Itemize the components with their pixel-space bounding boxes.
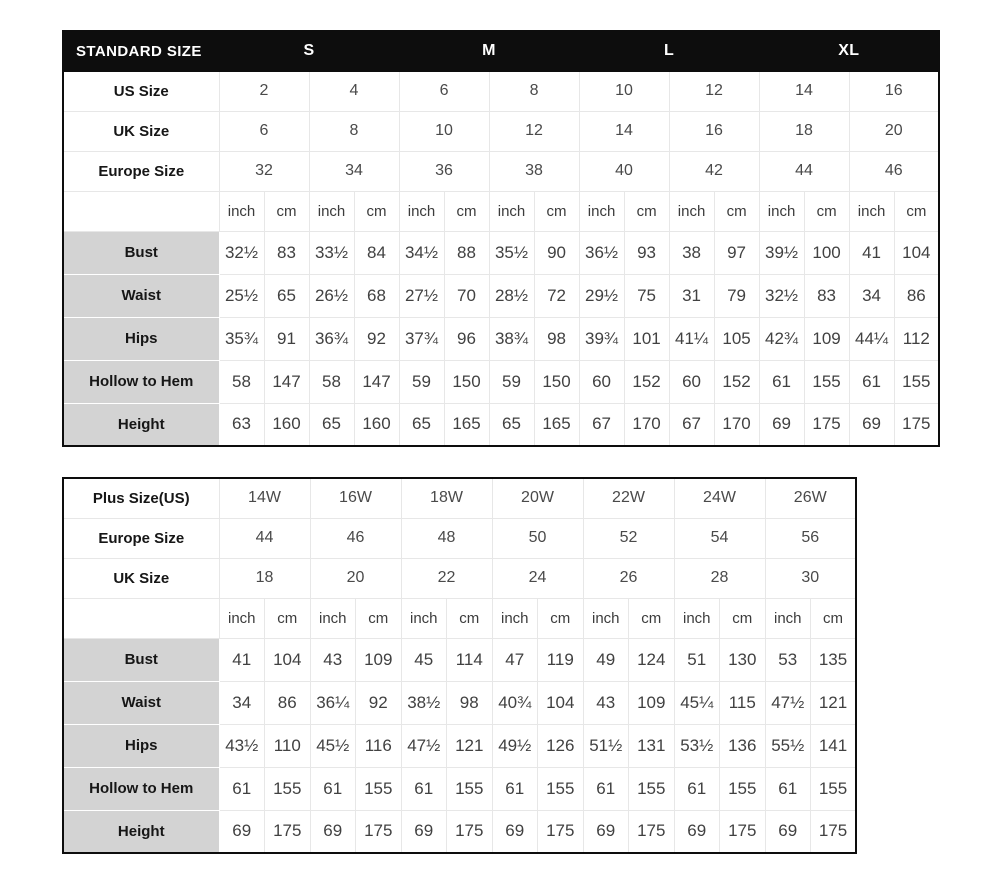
plus-size-table-wrapper: [62, 477, 857, 854]
measurement-label: Hollow to Hem: [63, 360, 219, 403]
measurement-value-cell: 100: [804, 231, 849, 274]
unit-cell: inch: [399, 191, 444, 231]
measurement-value-cell: 36¼: [310, 681, 356, 724]
measurement-row: [63, 724, 856, 767]
measurement-value-cell: 126: [538, 724, 584, 767]
size-value-cell: 4: [309, 71, 399, 111]
measurement-value-cell: 61: [401, 767, 447, 810]
size-value-cell: 36: [399, 151, 489, 191]
measurement-value-cell: 98: [534, 317, 579, 360]
measurement-value-cell: 98: [447, 681, 493, 724]
size-group-cell: XL: [759, 31, 939, 71]
measurement-value-cell: 38½: [401, 681, 447, 724]
unit-row-label: [63, 598, 219, 638]
unit-cell: cm: [624, 191, 669, 231]
measurement-value-cell: 175: [538, 810, 584, 853]
measurement-value-cell: 110: [265, 724, 311, 767]
size-conversion-row: [63, 111, 939, 151]
unit-cell: inch: [489, 191, 534, 231]
measurement-value-cell: 41: [219, 638, 265, 681]
measurement-value-cell: 91: [264, 317, 309, 360]
size-conversion-row: [63, 518, 856, 558]
size-conversion-row: [63, 558, 856, 598]
measurement-value-cell: 170: [624, 403, 669, 446]
measurement-value-cell: 67: [579, 403, 624, 446]
measurement-value-cell: 116: [356, 724, 402, 767]
measurement-value-cell: 35¾: [219, 317, 264, 360]
measurement-value-cell: 97: [714, 231, 759, 274]
measurement-value-cell: 175: [265, 810, 311, 853]
size-value-cell: 40: [579, 151, 669, 191]
size-value-cell: 50: [492, 518, 583, 558]
measurement-value-cell: 43: [583, 681, 629, 724]
unit-row: [63, 598, 856, 638]
measurement-row: [63, 403, 939, 446]
measurement-value-cell: 165: [534, 403, 579, 446]
size-value-cell: 14: [759, 71, 849, 111]
row-label: Europe Size: [63, 151, 219, 191]
measurement-value-cell: 155: [265, 767, 311, 810]
measurement-value-cell: 150: [444, 360, 489, 403]
measurement-value-cell: 88: [444, 231, 489, 274]
row-label: Plus Size(US): [63, 478, 219, 518]
measurement-value-cell: 69: [310, 810, 356, 853]
measurement-label: Height: [63, 810, 219, 853]
size-value-cell: 10: [579, 71, 669, 111]
measurement-row: [63, 767, 856, 810]
measurement-value-cell: 58: [219, 360, 264, 403]
measurement-value-cell: 59: [399, 360, 444, 403]
unit-cell: inch: [579, 191, 624, 231]
measurement-value-cell: 47: [492, 638, 538, 681]
unit-cell: cm: [629, 598, 675, 638]
measurement-value-cell: 175: [629, 810, 675, 853]
unit-cell: inch: [759, 191, 804, 231]
size-value-cell: 20W: [492, 478, 583, 518]
measurement-value-cell: 175: [804, 403, 849, 446]
plus-size-table: [62, 477, 857, 854]
measurement-value-cell: 61: [759, 360, 804, 403]
size-value-cell: 32: [219, 151, 309, 191]
measurement-value-cell: 121: [447, 724, 493, 767]
measurement-value-cell: 51: [674, 638, 720, 681]
measurement-value-cell: 47½: [765, 681, 811, 724]
measurement-value-cell: 51½: [583, 724, 629, 767]
size-value-cell: 42: [669, 151, 759, 191]
measurement-value-cell: 131: [629, 724, 675, 767]
measurement-label: Hollow to Hem: [63, 767, 219, 810]
measurement-value-cell: 160: [264, 403, 309, 446]
measurement-value-cell: 61: [765, 767, 811, 810]
measurement-value-cell: 175: [811, 810, 857, 853]
measurement-value-cell: 42¾: [759, 317, 804, 360]
measurement-value-cell: 84: [354, 231, 399, 274]
measurement-value-cell: 86: [894, 274, 939, 317]
measurement-value-cell: 69: [849, 403, 894, 446]
measurement-value-cell: 141: [811, 724, 857, 767]
unit-row: [63, 191, 939, 231]
measurement-value-cell: 36¾: [309, 317, 354, 360]
measurement-value-cell: 150: [534, 360, 579, 403]
measurement-value-cell: 175: [894, 403, 939, 446]
measurement-value-cell: 155: [894, 360, 939, 403]
measurement-value-cell: 147: [354, 360, 399, 403]
size-value-cell: 28: [674, 558, 765, 598]
size-group-cell: S: [219, 31, 399, 71]
unit-cell: cm: [720, 598, 766, 638]
measurement-value-cell: 53½: [674, 724, 720, 767]
measurement-value-cell: 165: [444, 403, 489, 446]
measurement-value-cell: 119: [538, 638, 584, 681]
unit-cell: inch: [669, 191, 714, 231]
measurement-value-cell: 25½: [219, 274, 264, 317]
unit-cell: cm: [811, 598, 857, 638]
measurement-value-cell: 65: [309, 403, 354, 446]
measurement-value-cell: 58: [309, 360, 354, 403]
measurement-value-cell: 101: [624, 317, 669, 360]
measurement-label: Height: [63, 403, 219, 446]
measurement-value-cell: 27½: [399, 274, 444, 317]
size-value-cell: 20: [849, 111, 939, 151]
measurement-value-cell: 55½: [765, 724, 811, 767]
size-value-cell: 44: [759, 151, 849, 191]
size-value-cell: 48: [401, 518, 492, 558]
row-label: UK Size: [63, 558, 219, 598]
measurement-value-cell: 83: [264, 231, 309, 274]
measurement-value-cell: 61: [849, 360, 894, 403]
measurement-value-cell: 104: [894, 231, 939, 274]
measurement-value-cell: 41¼: [669, 317, 714, 360]
measurement-value-cell: 152: [714, 360, 759, 403]
measurement-value-cell: 61: [310, 767, 356, 810]
measurement-value-cell: 61: [219, 767, 265, 810]
measurement-value-cell: 69: [401, 810, 447, 853]
size-value-cell: 8: [489, 71, 579, 111]
measurement-value-cell: 38¾: [489, 317, 534, 360]
size-value-cell: 46: [310, 518, 401, 558]
size-value-cell: 30: [765, 558, 856, 598]
measurement-label: Hips: [63, 317, 219, 360]
unit-cell: inch: [309, 191, 354, 231]
measurement-value-cell: 175: [356, 810, 402, 853]
measurement-value-cell: 33½: [309, 231, 354, 274]
unit-row-label: [63, 191, 219, 231]
measurement-value-cell: 65: [489, 403, 534, 446]
size-conversion-row: [63, 478, 856, 518]
unit-cell: cm: [534, 191, 579, 231]
measurement-value-cell: 175: [720, 810, 766, 853]
measurement-value-cell: 47½: [401, 724, 447, 767]
measurement-value-cell: 43½: [219, 724, 265, 767]
measurement-value-cell: 105: [714, 317, 759, 360]
measurement-value-cell: 155: [629, 767, 675, 810]
size-conversion-row: [63, 151, 939, 191]
measurement-value-cell: 35½: [489, 231, 534, 274]
unit-cell: cm: [354, 191, 399, 231]
size-value-cell: 26W: [765, 478, 856, 518]
measurement-value-cell: 32½: [219, 231, 264, 274]
measurement-value-cell: 39½: [759, 231, 804, 274]
size-value-cell: 56: [765, 518, 856, 558]
measurement-value-cell: 147: [264, 360, 309, 403]
measurement-value-cell: 67: [669, 403, 714, 446]
measurement-value-cell: 41: [849, 231, 894, 274]
standard-size-table-wrapper: [62, 30, 940, 447]
measurement-value-cell: 38: [669, 231, 714, 274]
size-value-cell: 18: [759, 111, 849, 151]
measurement-value-cell: 104: [265, 638, 311, 681]
measurement-value-cell: 155: [356, 767, 402, 810]
measurement-label: Hips: [63, 724, 219, 767]
measurement-value-cell: 69: [674, 810, 720, 853]
group-header-row: [63, 31, 939, 71]
row-label: US Size: [63, 71, 219, 111]
measurement-value-cell: 104: [538, 681, 584, 724]
measurement-label: Waist: [63, 274, 219, 317]
size-value-cell: 24: [492, 558, 583, 598]
measurement-value-cell: 40¾: [492, 681, 538, 724]
size-value-cell: 22W: [583, 478, 674, 518]
measurement-value-cell: 69: [219, 810, 265, 853]
standard-size-table-body: [63, 31, 939, 446]
measurement-value-cell: 79: [714, 274, 759, 317]
plus-size-table-body: [63, 478, 856, 853]
standard-size-table: [62, 30, 940, 447]
measurement-value-cell: 69: [583, 810, 629, 853]
measurement-row: [63, 360, 939, 403]
size-value-cell: 16: [669, 111, 759, 151]
size-value-cell: 44: [219, 518, 310, 558]
measurement-value-cell: 160: [354, 403, 399, 446]
measurement-value-cell: 72: [534, 274, 579, 317]
measurement-value-cell: 29½: [579, 274, 624, 317]
measurement-value-cell: 152: [624, 360, 669, 403]
measurement-row: [63, 681, 856, 724]
unit-cell: cm: [264, 191, 309, 231]
size-value-cell: 10: [399, 111, 489, 151]
unit-cell: cm: [356, 598, 402, 638]
size-value-cell: 26: [583, 558, 674, 598]
measurement-row: [63, 638, 856, 681]
table-title-cell: STANDARD SIZE: [63, 31, 219, 71]
unit-cell: cm: [444, 191, 489, 231]
unit-cell: inch: [765, 598, 811, 638]
measurement-value-cell: 53: [765, 638, 811, 681]
measurement-label: Bust: [63, 231, 219, 274]
unit-cell: cm: [894, 191, 939, 231]
size-group-cell: L: [579, 31, 759, 71]
unit-cell: inch: [849, 191, 894, 231]
measurement-value-cell: 61: [674, 767, 720, 810]
measurement-value-cell: 45: [401, 638, 447, 681]
measurement-value-cell: 155: [811, 767, 857, 810]
measurement-value-cell: 49½: [492, 724, 538, 767]
row-label: UK Size: [63, 111, 219, 151]
measurement-value-cell: 65: [264, 274, 309, 317]
measurement-value-cell: 170: [714, 403, 759, 446]
measurement-label: Waist: [63, 681, 219, 724]
measurement-value-cell: 155: [720, 767, 766, 810]
unit-cell: inch: [310, 598, 356, 638]
unit-cell: inch: [219, 598, 265, 638]
measurement-value-cell: 112: [894, 317, 939, 360]
measurement-value-cell: 155: [804, 360, 849, 403]
measurement-value-cell: 93: [624, 231, 669, 274]
unit-cell: cm: [265, 598, 311, 638]
unit-cell: inch: [583, 598, 629, 638]
measurement-value-cell: 49: [583, 638, 629, 681]
size-value-cell: 52: [583, 518, 674, 558]
measurement-value-cell: 155: [538, 767, 584, 810]
unit-cell: inch: [401, 598, 447, 638]
measurement-value-cell: 114: [447, 638, 493, 681]
size-value-cell: 22: [401, 558, 492, 598]
measurement-value-cell: 109: [629, 681, 675, 724]
measurement-value-cell: 61: [492, 767, 538, 810]
size-value-cell: 12: [669, 71, 759, 111]
measurement-row: [63, 810, 856, 853]
measurement-value-cell: 60: [669, 360, 714, 403]
measurement-value-cell: 75: [624, 274, 669, 317]
measurement-value-cell: 44¼: [849, 317, 894, 360]
measurement-value-cell: 60: [579, 360, 624, 403]
size-value-cell: 6: [219, 111, 309, 151]
measurement-value-cell: 121: [811, 681, 857, 724]
measurement-value-cell: 45¼: [674, 681, 720, 724]
unit-cell: cm: [447, 598, 493, 638]
measurement-value-cell: 43: [310, 638, 356, 681]
measurement-value-cell: 28½: [489, 274, 534, 317]
unit-cell: inch: [219, 191, 264, 231]
size-value-cell: 16: [849, 71, 939, 111]
measurement-value-cell: 135: [811, 638, 857, 681]
measurement-value-cell: 26½: [309, 274, 354, 317]
unit-cell: cm: [714, 191, 759, 231]
measurement-value-cell: 34: [849, 274, 894, 317]
unit-cell: cm: [538, 598, 584, 638]
measurement-value-cell: 69: [492, 810, 538, 853]
size-value-cell: 16W: [310, 478, 401, 518]
measurement-value-cell: 130: [720, 638, 766, 681]
measurement-value-cell: 124: [629, 638, 675, 681]
measurement-value-cell: 70: [444, 274, 489, 317]
measurement-value-cell: 96: [444, 317, 489, 360]
size-value-cell: 6: [399, 71, 489, 111]
size-group-cell: M: [399, 31, 579, 71]
measurement-value-cell: 69: [759, 403, 804, 446]
measurement-value-cell: 155: [447, 767, 493, 810]
measurement-value-cell: 34: [219, 681, 265, 724]
measurement-value-cell: 59: [489, 360, 534, 403]
size-value-cell: 20: [310, 558, 401, 598]
size-value-cell: 38: [489, 151, 579, 191]
size-value-cell: 14: [579, 111, 669, 151]
measurement-value-cell: 39¾: [579, 317, 624, 360]
measurement-value-cell: 136: [720, 724, 766, 767]
measurement-value-cell: 32½: [759, 274, 804, 317]
unit-cell: inch: [674, 598, 720, 638]
measurement-value-cell: 92: [354, 317, 399, 360]
measurement-row: [63, 231, 939, 274]
measurement-value-cell: 36½: [579, 231, 624, 274]
measurement-value-cell: 109: [356, 638, 402, 681]
measurement-value-cell: 34½: [399, 231, 444, 274]
measurement-value-cell: 92: [356, 681, 402, 724]
size-value-cell: 24W: [674, 478, 765, 518]
measurement-value-cell: 37¾: [399, 317, 444, 360]
size-conversion-row: [63, 71, 939, 111]
row-label: Europe Size: [63, 518, 219, 558]
size-value-cell: 34: [309, 151, 399, 191]
size-value-cell: 14W: [219, 478, 310, 518]
measurement-value-cell: 175: [447, 810, 493, 853]
size-value-cell: 12: [489, 111, 579, 151]
measurement-value-cell: 109: [804, 317, 849, 360]
size-value-cell: 2: [219, 71, 309, 111]
measurement-value-cell: 115: [720, 681, 766, 724]
measurement-row: [63, 274, 939, 317]
size-value-cell: 8: [309, 111, 399, 151]
measurement-value-cell: 31: [669, 274, 714, 317]
measurement-value-cell: 68: [354, 274, 399, 317]
size-value-cell: 46: [849, 151, 939, 191]
size-value-cell: 18W: [401, 478, 492, 518]
size-value-cell: 54: [674, 518, 765, 558]
measurement-value-cell: 69: [765, 810, 811, 853]
measurement-value-cell: 61: [583, 767, 629, 810]
measurement-value-cell: 86: [265, 681, 311, 724]
measurement-value-cell: 90: [534, 231, 579, 274]
measurement-value-cell: 63: [219, 403, 264, 446]
unit-cell: cm: [804, 191, 849, 231]
measurement-value-cell: 65: [399, 403, 444, 446]
size-value-cell: 18: [219, 558, 310, 598]
measurement-value-cell: 83: [804, 274, 849, 317]
unit-cell: inch: [492, 598, 538, 638]
measurement-label: Bust: [63, 638, 219, 681]
measurement-value-cell: 45½: [310, 724, 356, 767]
measurement-row: [63, 317, 939, 360]
